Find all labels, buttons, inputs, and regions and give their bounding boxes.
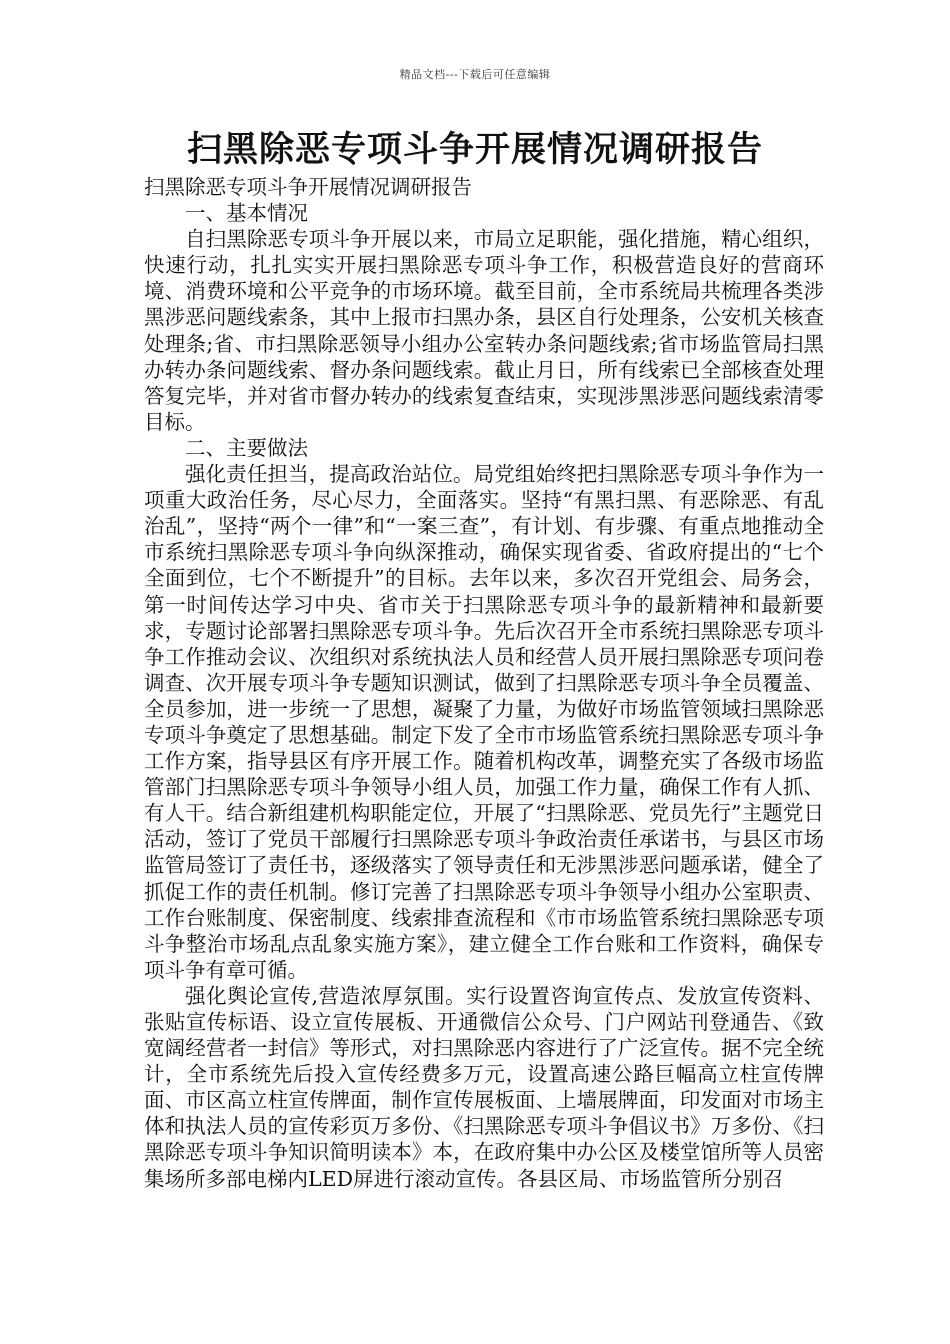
- paragraph-responsibility: 强化责任担当，提高政治站位。局党组始终把扫黑除恶专项斗争作为一项重大政治任务，尽心尽力，全面落实。坚持“有黑扫黑、有恶除恶、有乱治乱”，坚持“两个一律”和“一案三查”，有计划、有步骤、有重点地推动全市系统扫黑除恶专项斗争向纵深推动，确保实现省委、省政府提出的“七个全面到位，七个不断提升”的目标。去年以来，多次召开党组会、局务会，第一时间传达学习中央、省市关于扫黑除恶专项斗争的最新精神和最新要求，专题讨论部署扫黑除恶专项斗争。先后次召开全市系统扫黑除恶专项斗争工作推动会议、次组织对系统执法人员和经营人员开展扫黑除恶专项问卷调查、次开展专项斗争专题知识测试，做到了扫黑除恶专项斗争全员覆盖、全员参加，进一步统一了思想，凝聚了力量，为做好市场监管领域扫黑除恶专项斗争奠定了思想基础。制定下发了全市市场监管系统扫黑除恶专项斗争工作方案，指导县区有序开展工作。随着机构改革，调整充实了各级市场监管部门扫黑除恶专项斗争领导小组人员，加强工作力量，确保工作有人抓、有人干。结合新组建机构职能定位，开展了“扫黑除恶、党员先行”主题党日活动，签订了党员干部履行扫黑除恶专项斗争政治责任承诺书，与县区市场监管局签订了责任书，逐级落实了领导责任和无涉黑涉恶问题承诺，健全了抓促工作的责任机制。修订完善了扫黑除恶专项斗争领导小组办公室职责、工作台账制度、保密制度、线索排查流程和《市市场监管系统扫黑除恶专项斗争整治市场乱点乱象实施方案》，建立健全工作台账和工作资料，确保专项斗争有章可循。: [144, 462, 824, 982]
- section-heading-methods: 二、主要做法: [185, 435, 308, 460]
- document-body: [144, 174, 824, 1192]
- section-heading-basic: 一、基本情况: [185, 201, 308, 226]
- document-subtitle: 扫黑除恶专项斗争开展情况调研报告: [144, 175, 472, 199]
- paragraph-publicity: 强化舆论宣传,营造浓厚氛围。实行设置咨询宣传点、发放宣传资料、张贴宣传标语、设立宣传展板、开通微信公众号、门户网站刊登通告、《致宽阔经营者一封信》等形式，对扫黑除恶内容进行了广泛宣传。据不完全统计，全市系统先后投入宣传经费多万元，设置高速公路巨幅高立柱宣传牌面、市区高立柱宣传牌面，制作宣传展板面、上墙展牌面，印发面对市场主体和执法人员的宣传彩页万多份、《扫黑除恶专项斗争倡议书》万多份、《扫黑除恶专项斗争知识简明读本》本，在政府集中办公区及楼堂馆所等人员密集场所多部电梯内LED屏进行滚动宣传。各县区局、市场监管所分别召: [144, 983, 824, 1191]
- paragraph-basic-situation: 自扫黑除恶专项斗争开展以来，市局立足职能，强化措施，精心组织，快速行动，扎扎实实开展扫黑除恶专项斗争工作，积极营造良好的营商环境、消费环境和公平竞争的市场环境。截至目前，全市系统局共梳理各类涉黑涉恶问题线索条，其中上报市扫黑办条，县区自行处理条，公安机关核查处理条;省、市扫黑除恶领导小组办公室转办条问题线索;省市场监管局扫黑办转办条问题线索、督办条问题线索。截止月日，所有线索已全部核查处理答复完毕，并对省市督办转办的线索复查结束，实现涉黑涉恶问题线索清零目标。: [144, 227, 824, 434]
- document-title: 扫黑除恶专项斗争开展情况调研报告: [186, 130, 763, 170]
- page-header-note: 精品文档---下载后可任意编辑: [399, 68, 551, 81]
